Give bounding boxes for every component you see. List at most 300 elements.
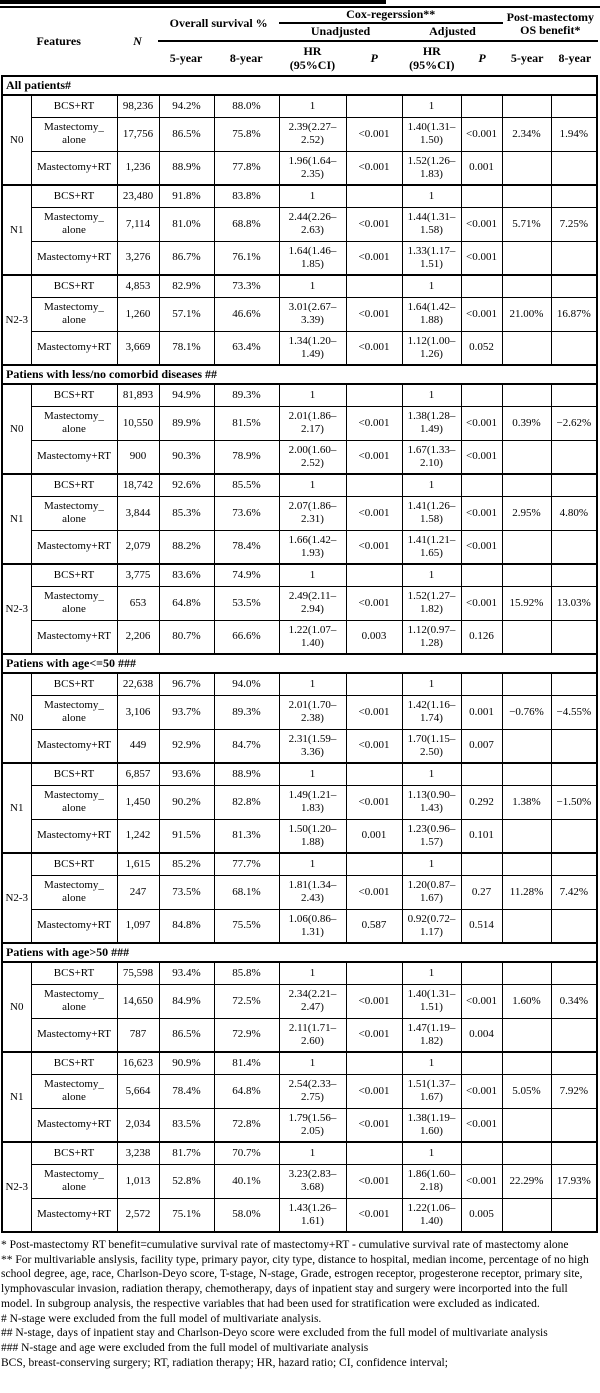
os-8year-cell: 78.4%	[214, 530, 279, 564]
p-adjusted-cell: 0.001	[461, 695, 502, 729]
hr-adjusted-cell: 1.23(0.96–1.57)	[402, 819, 461, 853]
benefit-8year-cell	[551, 95, 597, 117]
p-adjusted-cell: <0.001	[461, 406, 502, 440]
treatment-cell: BCS+RT	[31, 384, 117, 406]
treatment-cell: BCS+RT	[31, 564, 117, 586]
treatment-cell: Mastectomy_ alone	[31, 117, 117, 151]
stage-label: N1	[2, 474, 31, 564]
stage-label: N0	[2, 962, 31, 1052]
treatment-cell: Mastectomy+RT	[31, 819, 117, 853]
overall-survival-header: Overall survival %	[158, 8, 278, 41]
hr-adjusted-cell: 1.47(1.19–1.82)	[402, 1018, 461, 1052]
benefit-5year-cell: 5.05%	[502, 1074, 551, 1108]
hr-unadjusted-cell: 1	[279, 95, 346, 117]
table-row	[2, 785, 597, 819]
n-cell: 1,615	[117, 853, 159, 875]
hr-adjusted-cell: 1.20(0.87–1.67)	[402, 875, 461, 909]
table-row	[2, 875, 597, 909]
hr-adjusted-cell: 1	[402, 95, 461, 117]
footnote-line: ** For multivariable anslysis, facility type, primary payor, city type, distance to hospital, median income, percentage of no high school degree, age, race, Charlson-Deyo score, T-stage, N-stage, Grade, estrogen receptor, progesterone receptor, primary site, lymphovascular invasion, radiation therapy, chemotherapy, days of inpatient stay and surgery were incorported into the full model. In subgroup analysis, the respective variables that had been used for stratification were excluded as indicated.	[1, 1253, 589, 1310]
benefit-8year-cell	[551, 909, 597, 943]
treatment-cell: Mastectomy_ alone	[31, 1074, 117, 1108]
hr-adjusted-cell: 1.38(1.19–1.60)	[402, 1108, 461, 1142]
hr-unadjusted-cell: 2.49(2.11–2.94)	[279, 586, 346, 620]
os-5year-cell: 82.9%	[159, 275, 214, 297]
os-5year-cell: 83.6%	[159, 564, 214, 586]
hr-unadjusted-cell: 3.23(2.83–3.68)	[279, 1164, 346, 1198]
p-adjusted-cell	[461, 1142, 502, 1164]
benefit-8year-cell: −2.62%	[551, 406, 597, 440]
benefit-8year-cell: 0.34%	[551, 984, 597, 1018]
os-5year-cell: 85.3%	[159, 496, 214, 530]
p-adjusted-cell: 0.514	[461, 909, 502, 943]
hr-unadjusted-cell: 1.66(1.42–1.93)	[279, 530, 346, 564]
unadjusted-header: Unadjusted	[279, 23, 402, 41]
n-cell: 17,756	[117, 117, 159, 151]
os-8year-cell: 58.0%	[214, 1198, 279, 1232]
benefit-8year-cell	[551, 440, 597, 474]
os-5year-cell: 81.0%	[159, 207, 214, 241]
os-8year-cell: 85.8%	[214, 962, 279, 984]
n-cell: 22,638	[117, 673, 159, 695]
os-8year-cell: 78.9%	[214, 440, 279, 474]
benefit-5year-cell	[502, 1198, 551, 1232]
benefit-5year-cell: 2.34%	[502, 117, 551, 151]
os-5year-cell: 81.7%	[159, 1142, 214, 1164]
p-adjusted-header: P	[478, 50, 486, 65]
benefit-5year-cell	[502, 819, 551, 853]
os-8year-cell: 89.3%	[214, 384, 279, 406]
hr-adjusted-cell: 1	[402, 384, 461, 406]
os-5year-cell: 90.2%	[159, 785, 214, 819]
p-adjusted-cell: 0.126	[461, 620, 502, 654]
n-cell: 16,623	[117, 1052, 159, 1074]
hr-adjusted-cell: 1.86(1.60–2.18)	[402, 1164, 461, 1198]
table-row	[2, 1164, 597, 1198]
n-cell: 3,276	[117, 241, 159, 275]
footnote-line: * Post-mastectomy RT benefit=cumulative survival rate of mastectomy+RT - cumulative survival rate of mastectomy alone	[1, 1239, 569, 1251]
hr-unadjusted-cell: 1.49(1.21–1.83)	[279, 785, 346, 819]
p-adjusted-cell: <0.001	[461, 297, 502, 331]
os-5year-cell: 96.7%	[159, 673, 214, 695]
hr-unadjusted-cell: 2.44(2.26–2.63)	[279, 207, 346, 241]
treatment-cell: Mastectomy_ alone	[31, 207, 117, 241]
n-cell: 1,242	[117, 819, 159, 853]
benefit-8year-cell: −4.55%	[551, 695, 597, 729]
stage-label: N1	[2, 763, 31, 853]
os-8year-cell: 88.9%	[214, 763, 279, 785]
n-cell: 2,572	[117, 1198, 159, 1232]
n-cell: 23,480	[117, 185, 159, 207]
table-row	[2, 729, 597, 763]
table-row	[2, 297, 597, 331]
treatment-cell: Mastectomy+RT	[31, 620, 117, 654]
benefit-5year-cell	[502, 241, 551, 275]
table-row	[2, 275, 597, 297]
os-8year-cell: 72.8%	[214, 1108, 279, 1142]
n-cell: 1,097	[117, 909, 159, 943]
table-row	[2, 1018, 597, 1052]
os-8year-cell: 94.0%	[214, 673, 279, 695]
hr-adjusted-cell: 1.41(1.26–1.58)	[402, 496, 461, 530]
p-unadjusted-cell: <0.001	[346, 1074, 402, 1108]
n-cell: 10,550	[117, 406, 159, 440]
benefit-5year-cell	[502, 384, 551, 406]
hr-unadjusted-cell: 2.00(1.60–2.52)	[279, 440, 346, 474]
p-unadjusted-cell	[346, 474, 402, 496]
os-5year-cell: 93.4%	[159, 962, 214, 984]
os-5year-cell: 88.2%	[159, 530, 214, 564]
os-5year-cell: 90.3%	[159, 440, 214, 474]
hr-adjusted-cell: 1.52(1.27–1.82)	[402, 586, 461, 620]
benefit-8year-cell: 7.42%	[551, 875, 597, 909]
table-row	[2, 496, 597, 530]
hr-adjusted-cell: 1.42(1.16–1.74)	[402, 695, 461, 729]
benefit-8year-cell	[551, 763, 597, 785]
p-unadjusted-cell: <0.001	[346, 530, 402, 564]
hr-unadjusted-cell: 1	[279, 474, 346, 496]
os-5year-cell: 90.9%	[159, 1052, 214, 1074]
os-5year-header: 5-year	[169, 50, 203, 65]
p-unadjusted-cell: 0.003	[346, 620, 402, 654]
hr-adjusted-cell: 0.92(0.72–1.17)	[402, 909, 461, 943]
table-row	[2, 586, 597, 620]
p-adjusted-cell	[461, 673, 502, 695]
features-header: Features	[36, 33, 81, 48]
hr-unadjusted-cell: 1.34(1.20–1.49)	[279, 331, 346, 365]
hr-unadjusted-cell: 2.01(1.70–2.38)	[279, 695, 346, 729]
os-5year-cell: 64.8%	[159, 586, 214, 620]
benefit-5year-cell	[502, 1052, 551, 1074]
p-adjusted-cell	[461, 962, 502, 984]
p-adjusted-cell	[461, 185, 502, 207]
hr-adjusted-cell: 1	[402, 673, 461, 695]
treatment-cell: Mastectomy_ alone	[31, 586, 117, 620]
os-5year-cell: 92.6%	[159, 474, 214, 496]
benefit-5year-cell	[502, 331, 551, 365]
hr-adjusted-cell: 1.40(1.31–1.51)	[402, 984, 461, 1018]
hr-unadjusted-cell: 1.79(1.56–2.05)	[279, 1108, 346, 1142]
stage-label: N2-3	[2, 564, 31, 654]
p-unadjusted-cell: 0.001	[346, 819, 402, 853]
hr-unadjusted-cell: 2.54(2.33–2.75)	[279, 1074, 346, 1108]
p-adjusted-cell: 0.005	[461, 1198, 502, 1232]
p-unadjusted-cell: <0.001	[346, 406, 402, 440]
table-row	[2, 384, 597, 406]
p-unadjusted-cell	[346, 564, 402, 586]
os-8year-header: 8-year	[229, 50, 263, 65]
table-header	[1, 8, 598, 75]
p-adjusted-cell	[461, 564, 502, 586]
benefit-8year-cell: 4.80%	[551, 496, 597, 530]
p-adjusted-cell	[461, 384, 502, 406]
benefit-8year-cell	[551, 1018, 597, 1052]
footnotes	[0, 1233, 600, 1370]
p-unadjusted-cell: <0.001	[346, 331, 402, 365]
benefit-8year-cell	[551, 151, 597, 185]
p-unadjusted-cell	[346, 95, 402, 117]
os-8year-cell: 72.5%	[214, 984, 279, 1018]
os-5year-cell: 94.2%	[159, 95, 214, 117]
os-5year-cell: 80.7%	[159, 620, 214, 654]
hr-unadjusted-cell: 1	[279, 1142, 346, 1164]
table-row	[2, 95, 597, 117]
n-cell: 81,893	[117, 384, 159, 406]
p-adjusted-cell: <0.001	[461, 1074, 502, 1108]
hr-adjusted-cell: 1	[402, 962, 461, 984]
hr-ci-label: HR (95%CI)	[289, 44, 336, 72]
os-8year-cell: 81.4%	[214, 1052, 279, 1074]
n-cell: 18,742	[117, 474, 159, 496]
post-mastectomy-header: Post-mastectomy OS benefit*	[503, 8, 598, 41]
hr-adjusted-cell: 1.22(1.06–1.40)	[402, 1198, 461, 1232]
p-adjusted-cell: <0.001	[461, 117, 502, 151]
table-row	[2, 151, 597, 185]
benefit-5year-cell	[502, 530, 551, 564]
hr-adjusted-cell: 1.33(1.17–1.51)	[402, 241, 461, 275]
hr-adjusted-cell: 1.64(1.42–1.88)	[402, 297, 461, 331]
benefit-8year-cell: 7.25%	[551, 207, 597, 241]
hr-adjusted-cell: 1	[402, 1142, 461, 1164]
p-adjusted-cell: <0.001	[461, 984, 502, 1018]
n-cell: 75,598	[117, 962, 159, 984]
hr-unadjusted-cell: 3.01(2.67–3.39)	[279, 297, 346, 331]
benefit-5year-cell	[502, 620, 551, 654]
p-unadjusted-cell: <0.001	[346, 297, 402, 331]
benefit-8year-cell	[551, 673, 597, 695]
stage-label: N1	[2, 1052, 31, 1142]
benefit-8year-cell: 7.92%	[551, 1074, 597, 1108]
p-unadjusted-cell: <0.001	[346, 729, 402, 763]
os-8year-cell: 81.5%	[214, 406, 279, 440]
adjusted-header: Adjusted	[402, 23, 502, 41]
hr-unadjusted-cell: 1.81(1.34–2.43)	[279, 875, 346, 909]
p-adjusted-cell	[461, 275, 502, 297]
os-5year-cell: 83.5%	[159, 1108, 214, 1142]
hr-adjusted-cell: 1.52(1.26–1.83)	[402, 151, 461, 185]
benefit-8year-cell	[551, 620, 597, 654]
hr-adjusted-cell: 1	[402, 275, 461, 297]
n-cell: 653	[117, 586, 159, 620]
benefit-5year-cell	[502, 1108, 551, 1142]
os-8year-cell: 66.6%	[214, 620, 279, 654]
treatment-cell: Mastectomy+RT	[31, 1018, 117, 1052]
treatment-cell: BCS+RT	[31, 474, 117, 496]
benefit-5year-cell: 15.92%	[502, 586, 551, 620]
benefit-8year-cell	[551, 331, 597, 365]
os-5year-cell: 84.8%	[159, 909, 214, 943]
table-row	[2, 440, 597, 474]
n-cell: 247	[117, 875, 159, 909]
treatment-cell: Mastectomy+RT	[31, 331, 117, 365]
hr-adjusted-cell: 1.44(1.31–1.58)	[402, 207, 461, 241]
benefit-8year-cell	[551, 384, 597, 406]
os-8year-cell: 82.8%	[214, 785, 279, 819]
benefit-8year-cell	[551, 1052, 597, 1074]
footnote-line: ### N-stage and age were excluded from the full model of multivariate analysis	[1, 1342, 369, 1355]
os-5year-cell: 78.4%	[159, 1074, 214, 1108]
treatment-cell: BCS+RT	[31, 95, 117, 117]
p-unadjusted-cell	[346, 1142, 402, 1164]
os-8year-cell: 74.9%	[214, 564, 279, 586]
section-title: Patiens with less/no comorbid diseases ##	[2, 365, 597, 384]
p-unadjusted-cell: <0.001	[346, 241, 402, 275]
benefit-8year-cell	[551, 1198, 597, 1232]
benefit-8year-cell	[551, 564, 597, 586]
p-adjusted-cell: <0.001	[461, 207, 502, 241]
benefit-8year-header: 8-year	[558, 50, 592, 65]
os-8year-cell: 40.1%	[214, 1164, 279, 1198]
stage-label: N0	[2, 673, 31, 763]
hr-unadjusted-cell: 1	[279, 564, 346, 586]
hr-adjusted-cell: 1	[402, 853, 461, 875]
table-row	[2, 962, 597, 984]
p-unadjusted-cell	[346, 1052, 402, 1074]
benefit-5year-cell: 21.00%	[502, 297, 551, 331]
p-adjusted-cell: 0.101	[461, 819, 502, 853]
p-adjusted-cell: <0.001	[461, 241, 502, 275]
section-row	[2, 943, 597, 962]
benefit-5year-cell	[502, 1018, 551, 1052]
p-unadjusted-cell: <0.001	[346, 151, 402, 185]
benefit-5year-cell	[502, 151, 551, 185]
treatment-cell: Mastectomy_ alone	[31, 785, 117, 819]
treatment-cell: Mastectomy+RT	[31, 151, 117, 185]
p-unadjusted-cell: <0.001	[346, 875, 402, 909]
benefit-5year-cell: 5.71%	[502, 207, 551, 241]
os-5year-cell: 91.8%	[159, 185, 214, 207]
p-adjusted-cell	[461, 853, 502, 875]
benefit-5year-cell	[502, 1142, 551, 1164]
p-adjusted-cell	[461, 95, 502, 117]
p-adjusted-cell: <0.001	[461, 1108, 502, 1142]
hr-unadjusted-cell: 2.07(1.86–2.31)	[279, 496, 346, 530]
benefit-5year-cell: −0.76%	[502, 695, 551, 729]
section-title: All patients#	[2, 76, 597, 95]
benefit-8year-cell	[551, 819, 597, 853]
os-8year-cell: 73.6%	[214, 496, 279, 530]
os-8year-cell: 88.0%	[214, 95, 279, 117]
n-cell: 449	[117, 729, 159, 763]
hr-adjusted-cell: 1.13(0.90–1.43)	[402, 785, 461, 819]
n-cell: 3,238	[117, 1142, 159, 1164]
section-title: Patiens with age<=50 ###	[2, 654, 597, 673]
os-8year-cell: 77.7%	[214, 853, 279, 875]
table-row	[2, 1108, 597, 1142]
os-5year-cell: 75.1%	[159, 1198, 214, 1232]
treatment-cell: Mastectomy_ alone	[31, 1164, 117, 1198]
p-unadjusted-cell: <0.001	[346, 695, 402, 729]
p-adjusted-cell: <0.001	[461, 586, 502, 620]
os-8year-cell: 89.3%	[214, 695, 279, 729]
p-unadjusted-cell: <0.001	[346, 1018, 402, 1052]
hr-adjusted-cell: 1	[402, 564, 461, 586]
os-8year-cell: 68.1%	[214, 875, 279, 909]
n-cell: 1,260	[117, 297, 159, 331]
n-cell: 6,857	[117, 763, 159, 785]
hr-adjusted-header	[402, 41, 461, 75]
hr-adjusted-cell: 1.51(1.37–1.67)	[402, 1074, 461, 1108]
benefit-8year-cell	[551, 853, 597, 875]
benefit-5year-cell	[502, 275, 551, 297]
p-adjusted-cell: <0.001	[461, 440, 502, 474]
p-unadjusted-cell: <0.001	[346, 586, 402, 620]
hr-unadjusted-cell: 1.50(1.20–1.88)	[279, 819, 346, 853]
treatment-cell: Mastectomy_ alone	[31, 984, 117, 1018]
hr-unadjusted-header	[279, 41, 346, 75]
p-adjusted-cell	[461, 474, 502, 496]
treatment-cell: Mastectomy_ alone	[31, 875, 117, 909]
os-5year-cell: 84.9%	[159, 984, 214, 1018]
os-5year-cell: 94.9%	[159, 384, 214, 406]
benefit-8year-cell: 1.94%	[551, 117, 597, 151]
p-unadjusted-cell: <0.001	[346, 440, 402, 474]
n-cell: 787	[117, 1018, 159, 1052]
p-unadjusted-cell	[346, 962, 402, 984]
p-unadjusted-cell: <0.001	[346, 1164, 402, 1198]
footnote-line: BCS, breast-conserving surgery; RT, radiation therapy; HR, hazard ratio; CI, confidence interval;	[1, 1356, 448, 1369]
os-8year-cell: 75.5%	[214, 909, 279, 943]
benefit-5year-cell	[502, 673, 551, 695]
treatment-cell: Mastectomy+RT	[31, 1108, 117, 1142]
section-row	[2, 365, 597, 384]
benefit-5year-cell	[502, 763, 551, 785]
treatment-cell: Mastectomy+RT	[31, 241, 117, 275]
benefit-8year-cell	[551, 1142, 597, 1164]
os-8year-cell: 46.6%	[214, 297, 279, 331]
section-row	[2, 654, 597, 673]
table-row	[2, 241, 597, 275]
benefit-5year-cell	[502, 962, 551, 984]
hr-adjusted-cell: 1	[402, 1052, 461, 1074]
p-adjusted-cell: 0.292	[461, 785, 502, 819]
n-cell: 2,206	[117, 620, 159, 654]
table-row	[2, 117, 597, 151]
table-row	[2, 984, 597, 1018]
benefit-8year-cell	[551, 275, 597, 297]
n-cell: 3,844	[117, 496, 159, 530]
hr-unadjusted-cell: 2.01(1.86–2.17)	[279, 406, 346, 440]
hr-adjusted-cell: 1	[402, 474, 461, 496]
table-row	[2, 185, 597, 207]
treatment-cell: Mastectomy_ alone	[31, 406, 117, 440]
hr-ci-label: HR (95%CI)	[409, 44, 455, 72]
benefit-5year-cell	[502, 853, 551, 875]
table-row	[2, 530, 597, 564]
n-cell: 2,079	[117, 530, 159, 564]
p-adjusted-cell: <0.001	[461, 1164, 502, 1198]
os-5year-cell: 88.9%	[159, 151, 214, 185]
table-row	[2, 620, 597, 654]
hr-adjusted-cell: 1.12(0.97–1.28)	[402, 620, 461, 654]
os-5year-cell: 52.8%	[159, 1164, 214, 1198]
p-unadjusted-cell: <0.001	[346, 496, 402, 530]
n-cell: 3,106	[117, 695, 159, 729]
os-5year-cell: 86.5%	[159, 117, 214, 151]
n-cell: 7,114	[117, 207, 159, 241]
benefit-8year-cell	[551, 530, 597, 564]
table-row	[2, 1198, 597, 1232]
os-5year-cell: 73.5%	[159, 875, 214, 909]
stage-label: N0	[2, 95, 31, 185]
hr-unadjusted-cell: 2.31(1.59–3.36)	[279, 729, 346, 763]
treatment-cell: Mastectomy_ alone	[31, 496, 117, 530]
p-adjusted-cell	[461, 1052, 502, 1074]
benefit-5year-cell: 1.38%	[502, 785, 551, 819]
n-cell: 3,669	[117, 331, 159, 365]
benefit-5year-cell	[502, 95, 551, 117]
benefit-8year-cell	[551, 241, 597, 275]
